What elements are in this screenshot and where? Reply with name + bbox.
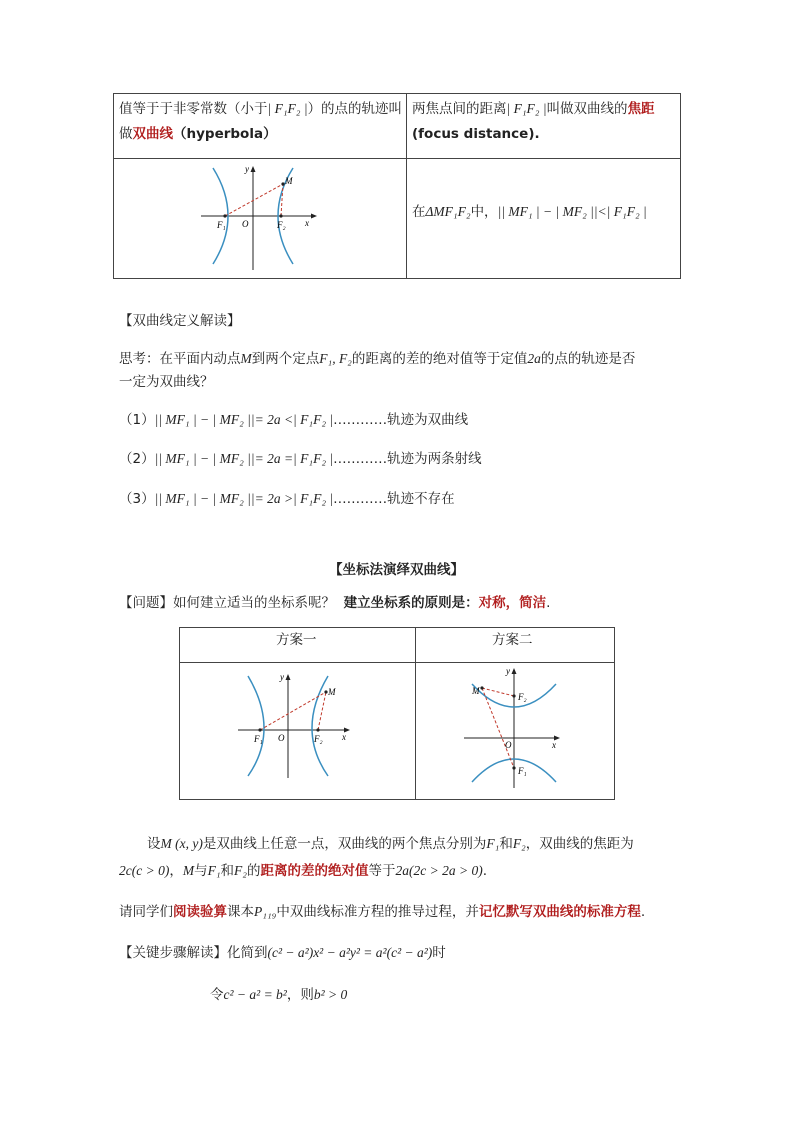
svg-text:F₂: F₂: [277, 220, 286, 230]
svg-text:M: M: [328, 687, 336, 697]
table-divider: [406, 93, 407, 279]
svg-text:y: y: [245, 164, 249, 174]
scheme2-figure: [460, 664, 566, 790]
question-line: 【问题】如何建立适当的坐标系呢？ 建立坐标系的原则是：对称，简洁.: [119, 595, 551, 611]
key-step-line: 【关键步骤解读】化简到(c² − a²)x² − a²y² = a²(c² − a²)时: [119, 945, 446, 961]
svg-text:F₁: F₁: [518, 766, 527, 776]
svg-text:O: O: [505, 740, 512, 750]
svg-text:x: x: [342, 732, 346, 742]
hyperbola-left-branch: [248, 676, 264, 776]
paragraph-line2: 2c(c > 0)，M与F₁和F₂的距离的差的绝对值等于2a(2c > 2a > 0).: [119, 863, 487, 879]
svg-text:F₁: F₁: [254, 734, 263, 744]
point-F2: [316, 728, 319, 731]
segment-MF1: [482, 688, 514, 768]
svg-text:x: x: [552, 740, 556, 750]
y-axis-arrow: [251, 166, 256, 172]
case-item: （2）|| MF₁ | − | MF₂ ||= 2a =| F₁F₂ |…………轨迹为两条射线: [119, 451, 482, 467]
table1-right-line2: (focus distance).: [412, 126, 540, 142]
point-F1: [258, 728, 261, 731]
table-divider: [179, 662, 615, 663]
table-divider: [113, 158, 681, 159]
svg-text:M: M: [285, 176, 293, 186]
case-item: （1）|| MF₁ | − | MF₂ ||= 2a <| F₁F₂ |…………轨迹为双曲线: [119, 412, 469, 428]
table1-triangle-inequality: 在ΔMF₁F₂中，|| MF₁ | − | MF₂ ||<| F₁F₂ |: [412, 204, 647, 220]
let-line: 令c² − a² = b²，则b² > 0: [210, 987, 348, 1003]
segment-MF2: [318, 692, 326, 730]
point-F2: [512, 694, 515, 697]
svg-text:x: x: [305, 218, 309, 228]
table1-left-line1: 值等于于非零常数（小于| F₁F₂ |）的点的轨迹叫: [119, 101, 403, 117]
section-heading-definition: 【双曲线定义解读】: [119, 313, 241, 329]
segment-MF1: [225, 184, 283, 216]
svg-text:F₁: F₁: [217, 220, 226, 230]
point-F1: [223, 214, 226, 217]
section-heading-coordinate: 【坐标法演绎双曲线】: [329, 562, 464, 578]
paragraph-line3: 请同学们阅读验算课本P₁₁₉中双曲线标准方程的推导过程，并记忆默写双曲线的标准方程.: [119, 904, 646, 920]
scheme-header-2: 方案二: [492, 632, 533, 648]
svg-text:F₂: F₂: [518, 692, 527, 702]
point-F2: [279, 214, 282, 217]
segment-MF2: [281, 184, 283, 216]
svg-text:M: M: [472, 686, 480, 696]
svg-text:y: y: [280, 672, 284, 682]
table1-left-line2: 做双曲线（hyperbola）: [119, 126, 277, 142]
hyperbola-figure: [195, 162, 325, 274]
segment-MF1: [260, 692, 326, 730]
think-question-line2: 一定为双曲线？: [119, 374, 214, 390]
svg-text:O: O: [242, 219, 249, 229]
svg-text:F₂: F₂: [314, 734, 323, 744]
scheme-header-1: 方案一: [276, 632, 317, 648]
x-axis-arrow: [311, 214, 317, 219]
paragraph-line1: 设M (x, y)是双曲线上任意一点，双曲线的两个焦点分别为F₁和F₂，双曲线的焦距为: [147, 836, 634, 852]
table1-right-line1: 两焦点间的距离| F₁F₂ |叫做双曲线的焦距: [412, 101, 655, 117]
think-question-line1: 思考：在平面内动点M到两个定点F₁, F₂的距离的差的绝对值等于定值2a的点的轨迹是否: [119, 351, 636, 367]
point-F1: [512, 766, 515, 769]
case-item: （3）|| MF₁ | − | MF₂ ||= 2a >| F₁F₂ |…………轨迹不存在: [119, 491, 455, 507]
segment-MF2: [482, 688, 514, 696]
svg-text:y: y: [506, 666, 510, 676]
svg-text:O: O: [278, 733, 285, 743]
scheme1-figure: [234, 670, 358, 780]
table-divider: [415, 627, 416, 800]
point-M: [480, 686, 483, 689]
